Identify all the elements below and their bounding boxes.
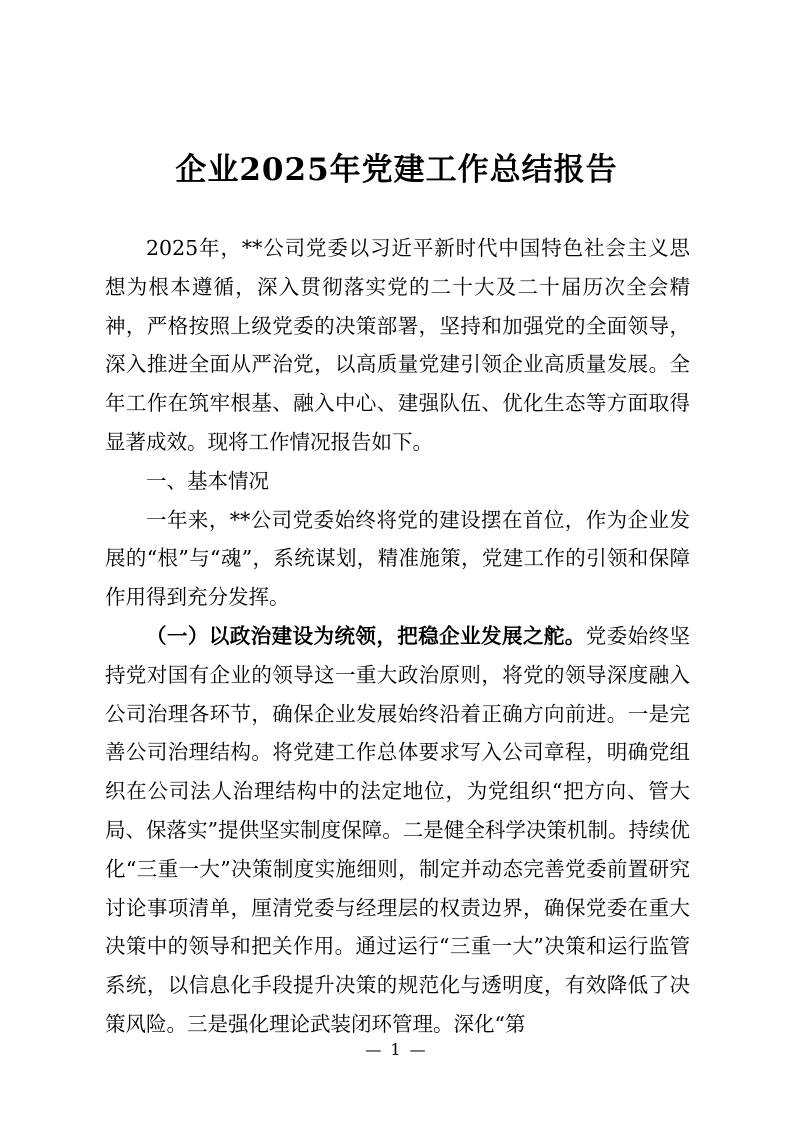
subsection-lead: 党委始终坚持党对国有企业的领导这一重大政治原则，将党的领导深度融入公司治理各环节，确保企业发展始终沿着正确方向前进。 bbox=[105, 623, 691, 726]
point-label: 一是 bbox=[627, 701, 670, 726]
point-text: 强化理论武装闭环管理。深化“第 bbox=[228, 1011, 526, 1036]
intro-paragraph: 2025年，**公司党委以习近平新时代中国特色社会主义思想为根本遵循，深入贯彻落实党的二十大及二十届历次全会精神，严格按照上级党委的决策部署，坚持和加强党的全面领导，深入推进全面从严治党，以高质量党建引领企业高质量发展。全年工作在筑牢根基、融入中心、建强队伍、优化生态等方面取得显著成效。现将工作情况报告如下。 bbox=[105, 236, 690, 454]
subsection-paragraph bbox=[105, 617, 690, 1044]
point-text: 完善公司治理结构。将党建工作总体要求写入公司章程，明确党组织在公司法人治理结构中的法定地位，为党组织“把方向、管大局、保落实”提供坚实制度保障。 bbox=[105, 701, 691, 842]
point-label: 三是 bbox=[187, 1011, 228, 1036]
section-heading: 一、基本情况 bbox=[146, 468, 269, 493]
document-title: 企业2025年党建工作总结报告 bbox=[175, 152, 618, 188]
point-text: 健全科学决策机制。持续优化“三重一大”决策制度实施细则，制定并动态完善党委前置研究讨论事项清单，厘清党委与经理层的权责边界，确保党委在重大决策中的领导和把关作用。通过运行“三重一大”决策和运行监管系统，以信息化手段提升决策的规范化与透明度，有效降低了决策风险。 bbox=[105, 817, 691, 1036]
page-number: — 1 — bbox=[365, 1040, 428, 1059]
section-paragraph: 一年来，**公司党委始终将党的建设摆在首位，作为企业发展的“根”与“魂”，系统谋划，精准施策，党建工作的引领和保障作用得到充分发挥。 bbox=[105, 507, 690, 610]
subsection-heading: （一）以政治建设为统领，把稳企业发展之舵。 bbox=[146, 623, 586, 648]
document-body bbox=[105, 229, 690, 1044]
point-label: 二是 bbox=[402, 817, 444, 842]
